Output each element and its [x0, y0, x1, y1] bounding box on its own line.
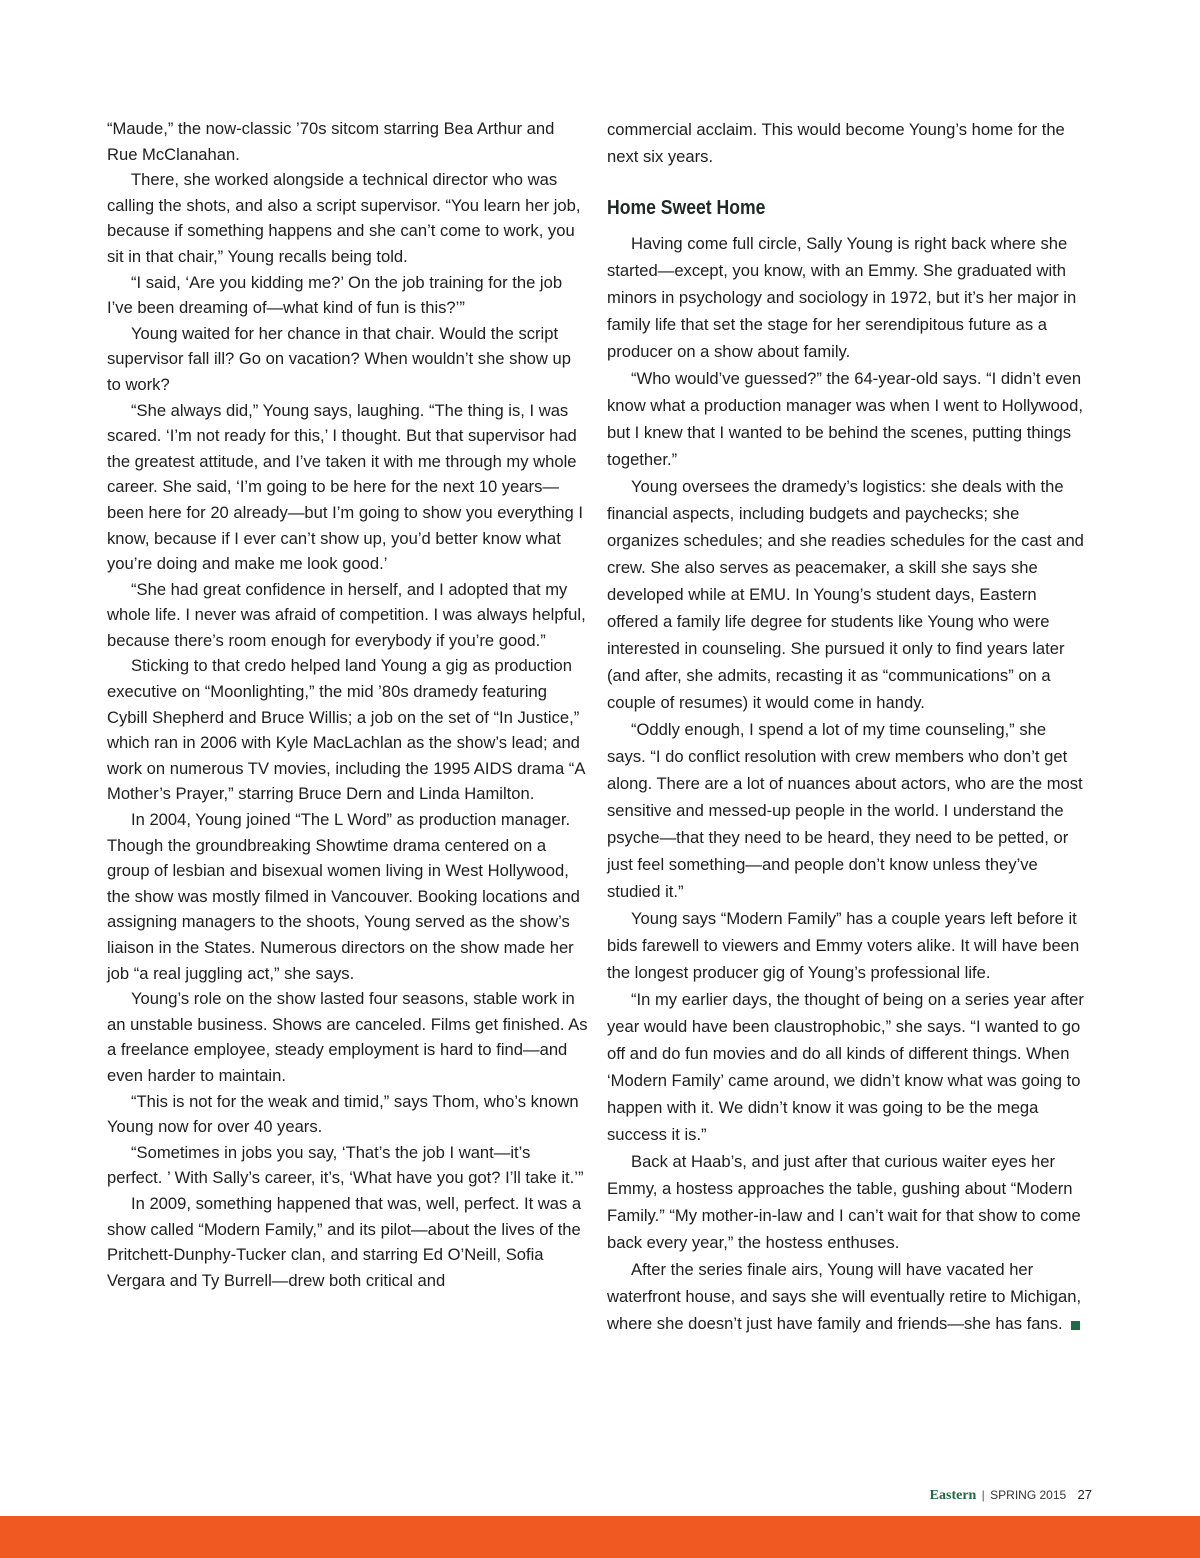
article-paragraph: “Oddly enough, I spend a lot of my time counseling,” she says. “I do conflict resolution with crew members who don’t get along. There are a lot of nuances about actors, who are the most sensitive and messed-up people in the world. I understand the psyche—that they need to be heard, they need to be petted, or just feel something—and people don’t know unless they’ve studied it.” [607, 720, 1083, 901]
article-paragraph: Sticking to that credo helped land Young a gig as production executive on “Moonlighting,” the mid ’80s dramedy featuring Cybill Shepherd and Bruce Willis; a job on the set of “In Justice,” which ran in 2006 with Kyle MacLachlan as the show’s lead; and work on numerous TV movies, including the 1995 AIDS drama “A Mother’s Prayer,” starring Bruce Dern and Linda Hamilton. [107, 656, 585, 804]
article-paragraph: Young waited for her chance in that chair. Would the script supervisor fall ill? Go on vacation? When wouldn’t she show up to work? [107, 323, 571, 394]
left-column [107, 116, 589, 1293]
right-column [607, 116, 1085, 1337]
right-column-body [607, 230, 1085, 1337]
issue-label: SPRING 2015 [990, 1488, 1067, 1502]
end-of-article-square-icon [1071, 1321, 1080, 1330]
article-paragraph: Young says “Modern Family” has a couple years left before it bids farewell to viewers and Emmy voters alike. It will have been the longest producer gig of Young’s professional life. [607, 909, 1080, 982]
article-paragraph: Having come full circle, Sally Young is right back where she started—except, you know, with an Emmy. She graduated with minors in psychology and sociology in 1972, but it’s her major in family life that set the stage for her serendipitous future as a producer on a show about family. [607, 234, 1077, 361]
article-paragraph: There, she worked alongside a technical director who was calling the shots, and also a script supervisor. “You learn her job, because if something happens and she can’t come to work, you sit in that chair,” Young recalls being told. [107, 170, 581, 266]
article-paragraph: Back at Haab’s, and just after that curious waiter eyes her Emmy, a hostess approaches the table, gushing about “Modern Family.” “My mother-in-law and I can’t wait for that show to come back every year,” the hostess enthuses. [607, 1152, 1081, 1252]
article-paragraph: “In my earlier days, the thought of being on a series year after year would have been claustrophobic,” she says. “I wanted to go off and do fun movies and do all kinds of different things. When ‘Modern Family’ came around, we didn’t know what was going to happen with it. We didn’t know it was going to be the mega success it is.” [607, 990, 1084, 1144]
article-paragraph: After the series finale airs, Young will have vacated her waterfront house, and says she will eventually retire to Michigan, where she doesn’t just have family and friends—she has fans. [607, 1260, 1082, 1333]
page-footer [930, 1487, 1092, 1504]
article-paragraph: Young’s role on the show lasted four seasons, stable work in an unstable business. Shows are canceled. Films get finished. As a freelance employee, steady employment is hard to find—and even harder to maintain. [107, 989, 588, 1085]
article-paragraph: “Maude,” the now-classic ’70s sitcom starring Bea Arthur and Rue McClanahan. [107, 119, 555, 164]
right-column-lead: commercial acclaim. This would become Young’s home for the next six years. [607, 120, 1065, 166]
footer-separator: | [981, 1488, 985, 1502]
article-paragraph: “This is not for the weak and timid,” says Thom, who’s known Young now for over 40 years. [107, 1091, 579, 1137]
article-paragraph: In 2009, something happened that was, well, perfect. It was a show called “Modern Family,” and its pilot—about the lives of the Pritchett-Dunphy-Tucker clan, and starring Ed O’Neill, Sofia Vergara and Ty Burrell—drew both critical and [107, 1193, 582, 1290]
article-paragraph: “Who would’ve guessed?” the 64-year-old says. “I didn’t even know what a production manager was when I went to Hollywood, but I knew that I wanted to be behind the scenes, putting things together.” [607, 369, 1083, 469]
article-paragraph: “She always did,” Young says, laughing. “The thing is, I was scared. ‘I’m not ready for this,’ I thought. But that supervisor had the greatest attitude, and I’ve taken it with me through my whole career. She said, ‘I’m going to be here for the next 10 years—been here for 20 already—but I’m going to show you everything I know, because if I ever can’t show up, you’d better know what you’re doing and make me look good.’ [107, 400, 583, 574]
section-heading: Home Sweet Home [607, 197, 766, 219]
bottom-color-bar [0, 1516, 1200, 1558]
article-paragraph: Young oversees the dramedy’s logistics: she deals with the financial aspects, including budgets and paychecks; she organizes schedules; and she readies schedules for the cast and crew. She also serves as peacemaker, a skill she says she developed while at EMU. In Young’s student days, Eastern offered a family life degree for students like Young who were interested in counseling. She pursued it only to find years later (and after, she admits, recasting it as “communications” on a couple of resumes) it would come in handy. [607, 477, 1084, 712]
article-paragraph: In 2004, Young joined “The L Word” as production manager. Though the groundbreaking Showtime drama centered on a group of lesbian and bisexual women living in West Hollywood, the show was mostly filmed in Vancouver. Booking locations and assigning managers to the shoots, Young served as the show’s liaison in the States. Numerous directors on the show made her job “a real juggling act,” she says. [107, 810, 580, 983]
article-paragraph: “I said, ‘Are you kidding me?’ On the job training for the job I’ve been dreaming of—what kind of fun is this?’” [107, 272, 563, 318]
magazine-brand: Eastern [929, 1488, 977, 1503]
article-paragraph: “She had great confidence in herself, and I adopted that my whole life. I never was afraid of competition. I was always helpful, because there’s room enough for everybody if you’re good.” [107, 579, 586, 650]
article-paragraph: “Sometimes in jobs you say, ‘That’s the job I want—it’s perfect. ’ With Sally’s career, it’s, ‘What have you got? I’ll take it.’” [107, 1142, 584, 1188]
page-number: 27 [1077, 1487, 1092, 1502]
